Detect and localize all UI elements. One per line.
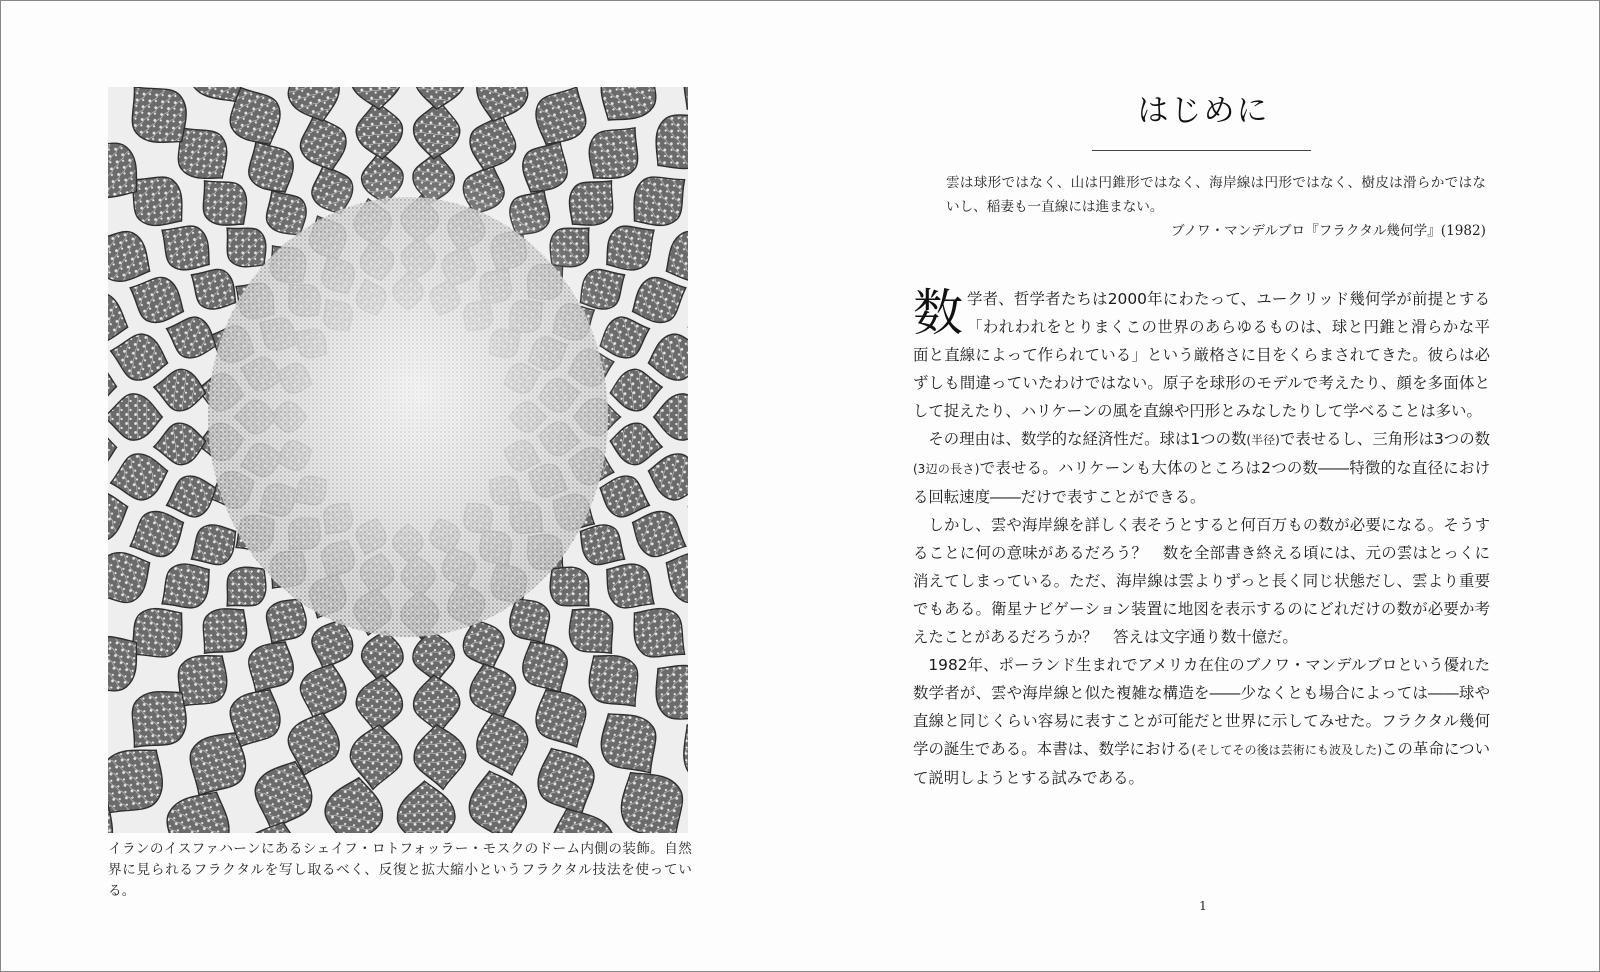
paragraph-3: しかし、雲や海岸線を詳しく表そうとすると何百万もの数が必要になる。そうすることに何の意味があるだろう？ 数を全部書き終える頃には、元の雲はとっくに消えてしまっている。ただ、海岸線は雲よりずっと長く同じ状態だし、雲より重要でもある。衛星ナビゲーション装置に地図を表示するのにどれだけの数が必要か考えたことがあるだろうか？ 答えは文字通り数十億だ。: [913, 516, 1490, 646]
paragraph-2-part-b: で表せるし、三角形は3つの数: [1279, 430, 1491, 448]
paragraph-1: [913, 285, 1490, 425]
body-text: [913, 285, 1490, 792]
figure-caption: イランのイスファハーンにあるシェイフ・ロトフォッラー・モスクのドーム内側の装飾。自然界に見られるフラクタルを写し取るべく、反復と拡大縮小というフラクタル技法を使っている。: [108, 841, 692, 899]
drop-cap: 数: [913, 284, 963, 342]
paragraph-2: [913, 425, 1490, 511]
title-rule: [1092, 150, 1311, 151]
paragraph-4-part-b: この革命について説明しようとする試みである。: [913, 740, 1490, 787]
epigraph-source: ブノワ・マンデルブロ『フラクタル幾何学』(1982): [1170, 223, 1486, 239]
chapter-title: はじめに: [1137, 93, 1270, 129]
mosque-dome-tile-pattern-icon: [108, 87, 688, 833]
page-number: 1: [1199, 899, 1207, 913]
paragraph-4: [913, 651, 1490, 792]
inline-note-sides: (3辺の長さ): [913, 462, 980, 476]
paragraph-1-text: 学者、哲学者たちは2000年にわたって、ユークリッド幾何学が前提とする「われわれをとりまくこの世界のあらゆるものは、球と円錐と滑らかな平面と直線によって作られている」という厳格さに目をくらまされてきた。彼らは必ずしも間違っていたわけではない。原子を球形のモデルで考えたり、顔を多面体として捉えたり、ハリケーンの風を直線や円形とみなしたりして学べることは多い。: [913, 290, 1490, 420]
paragraph-2-part-a: その理由は、数学的な経済性だ。球は1つの数: [928, 430, 1247, 448]
paragraph-2-part-c: で表せる。ハリケーンも大体のところは2つの数――特徴的な直径における回転速度――だけで表すことができる。: [913, 459, 1491, 506]
epigraph: [946, 171, 1486, 243]
inline-note-art: (そしてその後は芸術にも波及した): [1191, 743, 1383, 757]
inline-note-radius: (半径): [1246, 433, 1280, 447]
paragraph-4-part-a: 1982年、ポーランド生まれでアメリカ在住のブノワ・マンデルブロという優れた数学者が、雲や海岸線と似た複雑な構造を――少なくとも場合によっては――球や直線と同じくらい容易に表すことが可能だと世界に示してみせた。フラクタル幾何学の誕生である。本書は、数学における: [913, 656, 1490, 758]
mosque-dome-photo: [108, 87, 688, 833]
epigraph-quote: 雲は球形ではなく、山は円錐形ではなく、海岸線は円形ではなく、樹皮は滑らかではないし、稲妻も一直線には進まない。: [946, 175, 1486, 215]
